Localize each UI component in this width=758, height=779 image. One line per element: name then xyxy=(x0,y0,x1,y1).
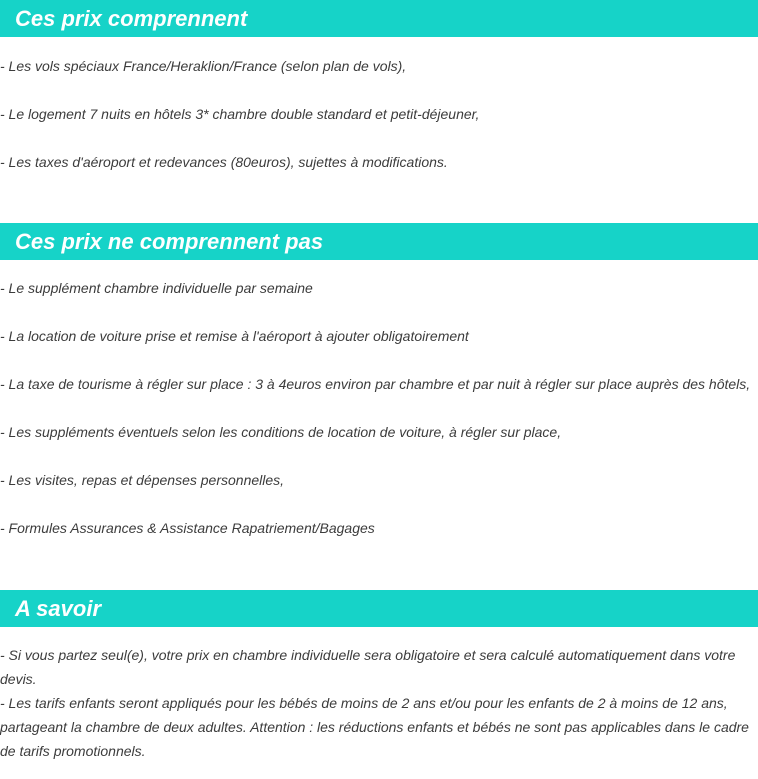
list-item: - La taxe de tourisme à régler sur place : 3 à 4euros environ par chambre et par nuit à régler sur place auprès des hôtels, xyxy=(0,376,751,392)
list-item: - Formules Assurances & Assistance Rapatriement/Bagages xyxy=(0,520,375,536)
list-item: - La location de voiture prise et remise à l'aéroport à ajouter obligatoirement xyxy=(0,328,469,344)
section-not-included xyxy=(0,223,758,564)
included-list xyxy=(0,37,758,174)
list-item: - Si vous partez seul(e), votre prix en chambre individuelle sera obligatoire et sera calculé automatiquement dans votre devis. xyxy=(0,647,736,687)
list-item: - Les visites, repas et dépenses personnelles, xyxy=(0,472,285,488)
list-item: - Les taxes d'aéroport et redevances (80euros), sujettes à modifications. xyxy=(0,154,448,170)
good-to-know-list xyxy=(0,627,758,763)
list-item: - Le logement 7 nuits en hôtels 3* chambre double standard et petit-déjeuner, xyxy=(0,106,480,122)
list-item: - Les suppléments éventuels selon les conditions de location de voiture, à régler sur place, xyxy=(0,424,562,440)
list-item: - Les vols spéciaux France/Heraklion/France (selon plan de vols), xyxy=(0,58,407,74)
section-good-to-know xyxy=(0,590,758,763)
section-header-not-included: Ces prix ne comprennent pas xyxy=(0,223,758,260)
section-header-included: Ces prix comprennent xyxy=(0,0,758,37)
section-included xyxy=(0,0,758,198)
list-item: - Les tarifs enfants seront appliqués pour les bébés de moins de 2 ans et/ou pour les enfants de 2 à moins de 12 ans, partageant la chambre de deux adultes. Attention : les réductions enfants et bébés ne sont pas applicables dans le cadre de tarifs promotionnels. xyxy=(0,695,749,759)
not-included-list xyxy=(0,260,758,540)
section-header-good-to-know: A savoir xyxy=(0,590,758,627)
list-item: - Le supplément chambre individuelle par semaine xyxy=(0,280,313,296)
